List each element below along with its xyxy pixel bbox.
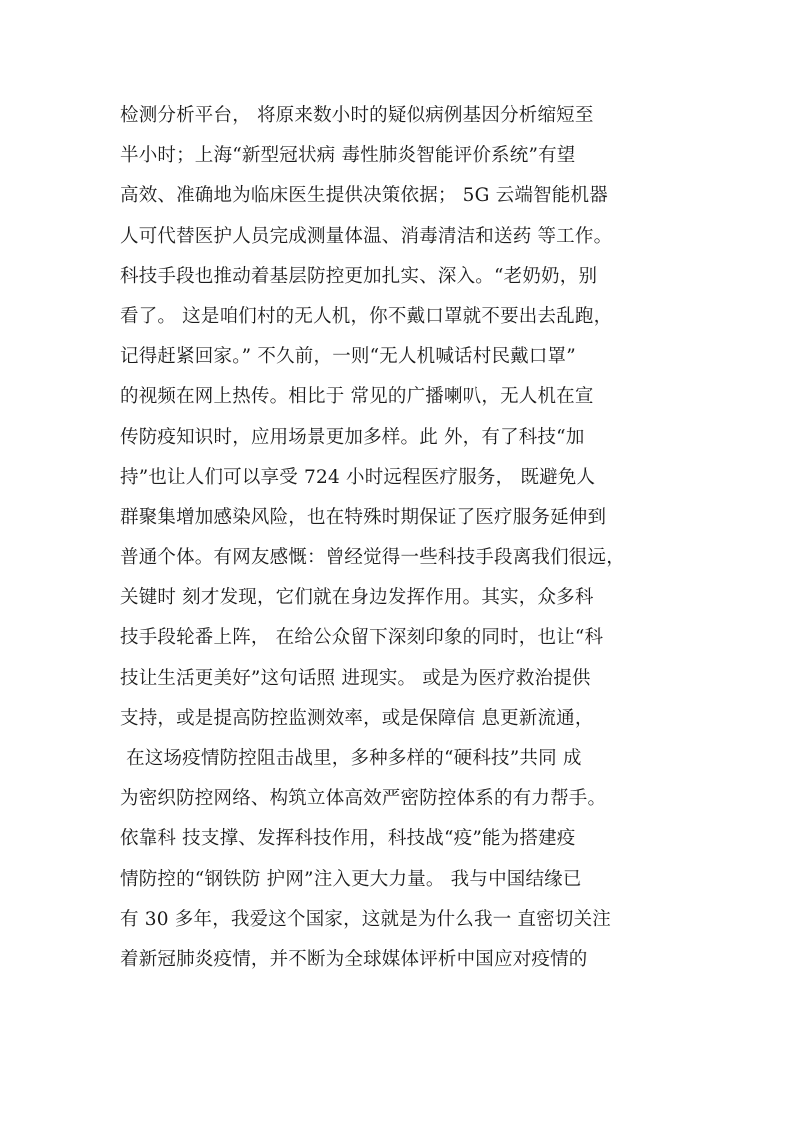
text-line: 持”也让人们可以享受 724 小时远程医疗服务， 既避免人 — [120, 466, 596, 488]
text-line: 人可代替医护人员完成测量体温、消毒清洁和送药 等工作。 — [120, 225, 613, 247]
text-line: 看了。 这是咱们村的无人机，你不戴口罩就不要出去乱跑， — [120, 305, 613, 327]
text-line: 着新冠肺炎疫情，并不断为全球媒体评析中国应对疫情的 — [120, 948, 588, 970]
text-line: 的视频在网上热传。相比于 常见的广播喇叭，无人机在宣 — [120, 386, 594, 408]
text-line: 高效、准确地为临床医生提供决策依据； 5G 云端智能机器 — [120, 185, 608, 207]
text-line: 技让生活更美好”这句话照 进现实。 或是为医疗救治提供 — [120, 667, 591, 689]
text-line: 科技手段也推动着基层防控更加扎实、深入。“老奶奶，别 — [120, 265, 598, 287]
text-line: 记得赶紧回家。” 不久前，一则“无人机喊话村民戴口罩” — [120, 346, 576, 368]
body-text — [120, 96, 686, 980]
text-line: 群聚集增加感染风险，也在特殊时期保证了医疗服务延伸到 — [120, 506, 607, 528]
text-line: 依靠科 技支撑、发挥科技作用，科技战“疫”能为搭建疫 — [120, 828, 576, 850]
text-line: 情防控的“钢铁防 护网”注入更大力量。 我与中国结缘已 — [120, 868, 582, 890]
text-line: 为密织防控网络、构筑立体高效严密防控体系的有力帮手。 — [120, 788, 607, 810]
text-line: 支持，或是提高防控监测效率，或是保障信 息更新流通， — [120, 707, 594, 729]
text-line: 传防疫知识时，应用场景更加多样。此 外，有了科技“加 — [120, 426, 585, 448]
text-line: 在这场疫情防控阻击战里，多种多样的“硬科技”共同 成 — [120, 748, 582, 769]
text-line: 有 30 多年，我爱这个国家，这就是为什么我一 直密切关注 — [120, 908, 611, 930]
text-line: 技手段轮番上阵， 在给公众留下深刻印象的同时，也让“科 — [120, 627, 604, 649]
text-line: 半小时；上海“新型冠状病 毒性肺炎智能评价系统”有望 — [120, 145, 576, 167]
text-line: 检测分析平台， 将原来数小时的疑似病例基因分析缩短至 — [120, 105, 594, 126]
text-line: 关键时 刻才发现，它们就在身边发挥作用。其实，众多科 — [120, 587, 594, 609]
text-line: 普通个体。有网友感慨：曾经觉得一些科技手段离我们很远， — [120, 547, 625, 569]
